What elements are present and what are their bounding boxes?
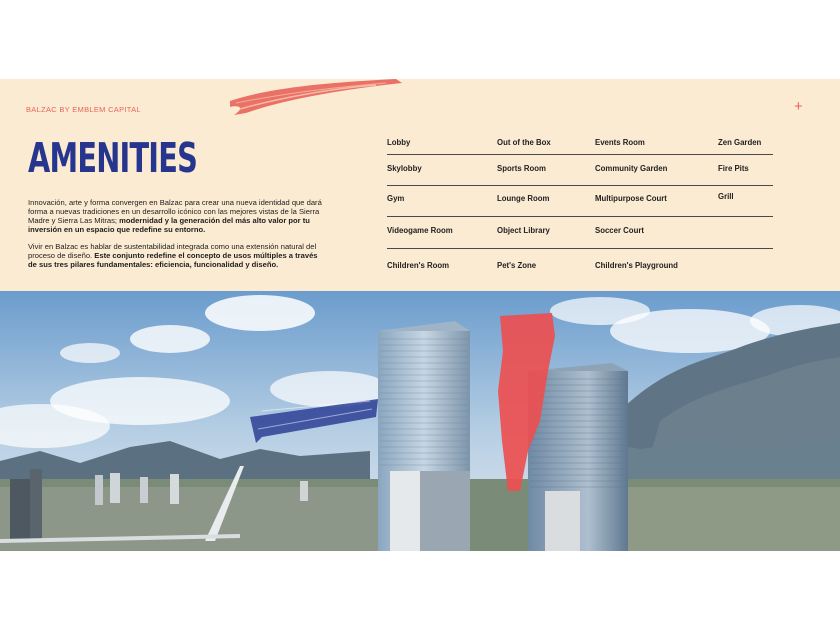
page-title: AMENITIES	[28, 134, 198, 182]
amenity-item: Lobby	[387, 138, 411, 147]
red-brush-stroke	[226, 79, 406, 119]
amenities-grid-rows	[387, 154, 773, 279]
amenity-item: Community Garden	[595, 164, 668, 173]
sustainability-text-bold: Este conjunto redefine el concepto de usos múltiples a través de sus tres pilares fundamentales: eficiencia, funcionalidad y diseño.	[28, 251, 318, 269]
city-towers-photo	[0, 291, 840, 551]
amenities-row	[387, 136, 773, 154]
amenity-item: Grill	[718, 192, 734, 201]
sustainability-text: Vivir en Balzac es hablar de sustentabilidad integrada como una extensión natural del proceso de diseño.	[28, 242, 317, 260]
amenities-row	[387, 155, 773, 186]
amenity-item: Skylobby	[387, 164, 422, 173]
amenity-item: Children's Room	[387, 261, 450, 270]
amenities-panel	[0, 79, 840, 291]
amenity-item: Events Room	[595, 138, 645, 147]
amenities-row	[387, 217, 773, 249]
amenities-row	[387, 249, 773, 279]
plus-icon[interactable]: +	[794, 98, 803, 115]
intro-text-bold: modernidad y la generación del más alto valor por tu inversión en un espacio que redefine su entorno.	[28, 216, 310, 234]
sustainability-paragraph	[28, 242, 328, 269]
amenity-item: Videogame Room	[387, 226, 453, 235]
amenity-item: Soccer Court	[595, 226, 644, 235]
amenity-item: Object Library	[497, 226, 550, 235]
amenity-item: Multipurpose Court	[595, 194, 667, 203]
brand-label: BALZAC BY EMBLEM CAPITAL	[26, 105, 141, 114]
amenity-item: Pet's Zone	[497, 261, 537, 270]
city-towers-illustration	[0, 291, 840, 551]
amenity-item: Sports Room	[497, 164, 546, 173]
intro-text: Innovación, arte y forma convergen en Balzac para crear una nueva identidad que dará forma a nuevas tradiciones en un desarrollo icónico con las mejores vistas de la Sierra Madre y Sierra Las Mitras;	[28, 198, 322, 225]
amenity-item: Lounge Room	[497, 194, 550, 203]
amenity-item: Children's Playground	[595, 261, 678, 270]
amenity-item: Zen Garden	[718, 138, 762, 147]
amenity-item: Fire Pits	[718, 164, 749, 173]
amenities-row	[387, 186, 773, 217]
amenities-grid	[387, 136, 773, 154]
intro-paragraph	[28, 198, 328, 234]
amenity-item: Out of the Box	[497, 138, 551, 147]
amenity-item: Gym	[387, 194, 405, 203]
